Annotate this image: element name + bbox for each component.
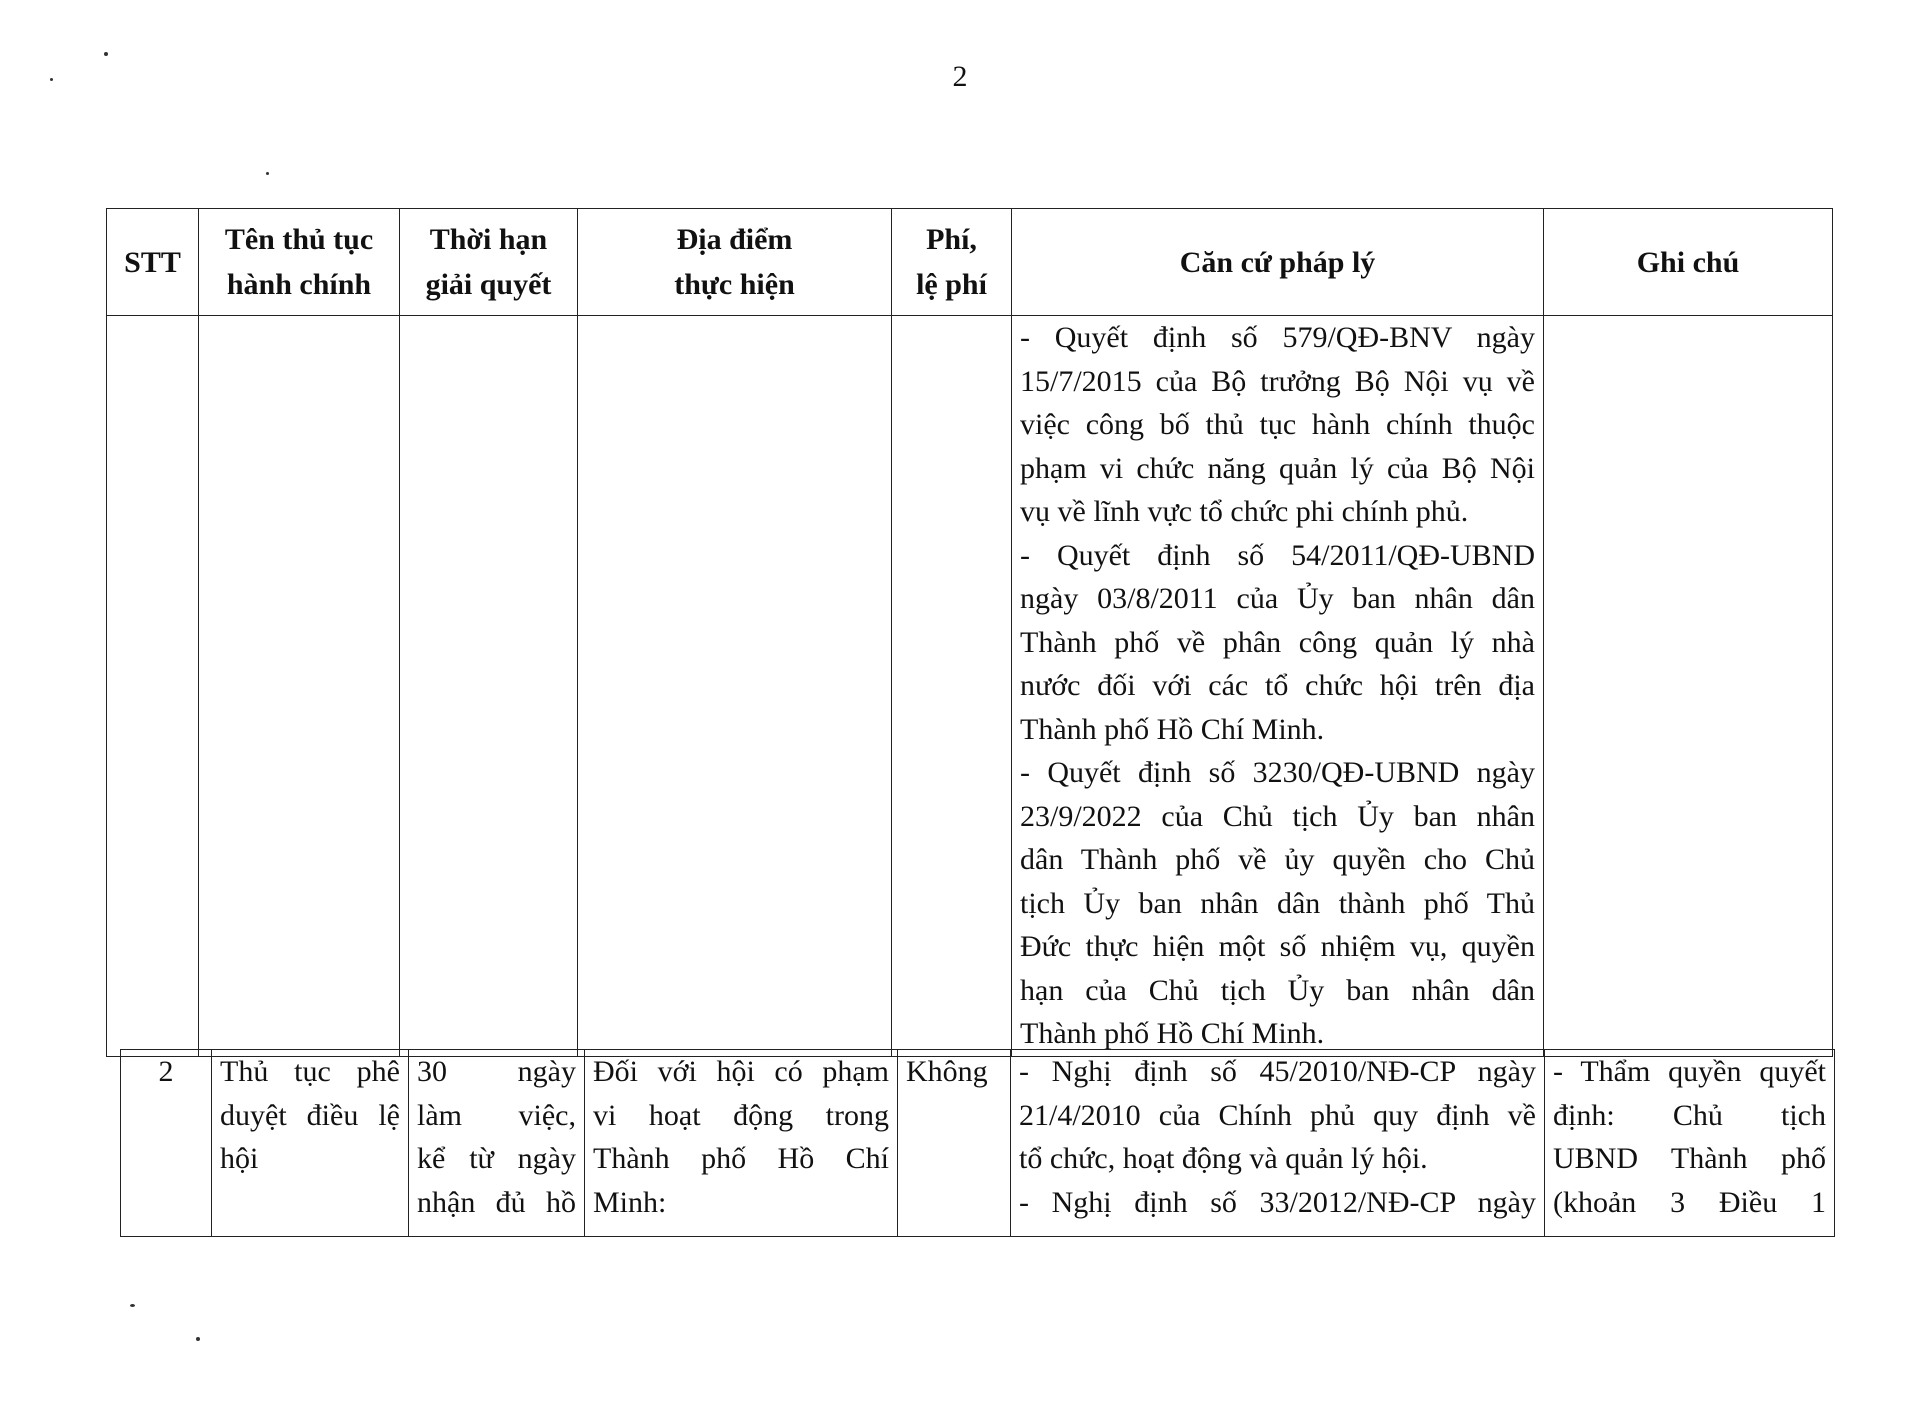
legal-basis-line: - Quyết định số 3230/QĐ-UBND ngày [1020, 756, 1535, 789]
notes-line: định: Chủ tịch [1553, 1098, 1826, 1132]
legal-basis-line: dân Thành phố về ủy quyền cho Chủ [1020, 843, 1535, 876]
scan-speck [50, 78, 53, 81]
header-location-line: thực hiện [674, 268, 795, 301]
legal-basis-line: - Nghị định số 45/2010/NĐ-CP ngày [1019, 1055, 1536, 1088]
procedure-name-line: duyệt điều lệ [220, 1098, 400, 1132]
table-row-2 [120, 1049, 1835, 1237]
legal-basis-line: 23/9/2022 của Chủ tịch Ủy ban nhân [1020, 799, 1535, 833]
legal-basis-line: 15/7/2015 của Bộ trưởng Bộ Nội vụ về [1020, 364, 1535, 398]
scan-speck [130, 1304, 135, 1307]
cell-deadline-empty [400, 316, 578, 1057]
table-continued-row [106, 315, 1833, 1057]
cell-procedure-empty [199, 316, 400, 1057]
legal-basis-line: - Quyết định số 54/2011/QĐ-UBND [1020, 538, 1535, 572]
legal-basis-line: - Nghị định số 33/2012/NĐ-CP ngày [1019, 1185, 1536, 1219]
deadline-line: 30 ngày [417, 1055, 576, 1088]
cell-deadline [409, 1050, 585, 1237]
location-line: Thành phố Hồ Chí [593, 1142, 889, 1175]
table-row [107, 316, 1833, 1057]
cell-stt: 2 [121, 1050, 212, 1237]
legal-basis-line: phạm vi chức năng quản lý của Bộ Nội [1020, 451, 1535, 485]
header-deadline-line: Thời hạn [429, 223, 548, 256]
cell-location [585, 1050, 898, 1237]
legal-basis-line: tổ chức, hoạt động và quản lý hội. [1019, 1142, 1428, 1175]
cell-procedure-name [212, 1050, 409, 1237]
location-line: vi hoạt động trong [593, 1098, 889, 1132]
legal-basis-line: - Quyết định số 579/QĐ-BNV ngày [1020, 321, 1535, 354]
header-location [578, 209, 892, 316]
legal-basis-line: 21/4/2010 của Chính phủ quy định về [1019, 1098, 1536, 1132]
cell-legal-basis [1011, 1050, 1545, 1237]
scan-speck [104, 52, 108, 56]
legal-basis-line: Thành phố Hồ Chí Minh. [1020, 712, 1325, 746]
legal-basis-line: Đức thực hiện một số nhiệm vụ, quyền [1020, 930, 1535, 963]
header-notes: Ghi chú [1544, 209, 1833, 316]
deadline-line: nhận đủ hồ [417, 1185, 576, 1219]
header-deadline-line: giải quyết [425, 268, 552, 301]
cell-fee-empty [892, 316, 1012, 1057]
legal-basis-line: hạn của Chủ tịch Ủy ban nhân dân [1020, 973, 1535, 1007]
cell-notes [1545, 1050, 1835, 1237]
header-procedure-name-line: hành chính [226, 268, 372, 301]
header-deadline [400, 209, 578, 316]
table-row [121, 1050, 1835, 1237]
header-location-line: Địa điểm [676, 223, 793, 256]
header-procedure-name [199, 209, 400, 316]
procedure-name-line: Thủ tục phê [220, 1055, 400, 1088]
scan-speck [266, 172, 269, 175]
notes-line: UBND Thành phố [1553, 1142, 1826, 1175]
scan-speck [196, 1337, 200, 1341]
header-procedure-name-line: Tên thủ tục [224, 223, 374, 256]
cell-stt-empty [107, 316, 199, 1057]
cell-notes-empty [1544, 316, 1833, 1057]
header-legal-basis: Căn cứ pháp lý [1012, 209, 1544, 316]
legal-basis-line: Thành phố về phân công quản lý nhà [1020, 625, 1535, 659]
deadline-line: làm việc, [417, 1098, 576, 1132]
legal-basis-line: tịch Ủy ban nhân dân thành phố Thủ [1020, 886, 1535, 920]
notes-line: (khoản 3 Điều 1 [1553, 1185, 1826, 1219]
cell-legal-basis [1012, 316, 1544, 1057]
legal-basis-line: ngày 03/8/2011 của Ủy ban nhân dân [1020, 582, 1535, 615]
deadline-line: kể từ ngày [417, 1142, 576, 1175]
location-line: Đối với hội có phạm [593, 1055, 889, 1088]
location-line: Minh: [593, 1185, 667, 1219]
header-fee-line: Phí, [926, 223, 977, 256]
notes-line: - Thẩm quyền quyết [1553, 1055, 1826, 1088]
cell-fee: Không [898, 1050, 1011, 1237]
page-number: 2 [952, 60, 968, 93]
legal-basis-line: vụ về lĩnh vực tổ chức phi chính phủ. [1020, 495, 1469, 528]
header-fee [892, 209, 1012, 316]
header-fee-line: lệ phí [916, 268, 987, 301]
legal-basis-line: nước đối với các tổ chức hội trên địa [1020, 669, 1535, 702]
legal-basis-line: việc công bố thủ tục hành chính thuộc [1020, 408, 1535, 441]
cell-location-empty [578, 316, 892, 1057]
legal-basis-line: Thành phố Hồ Chí Minh. [1020, 1017, 1325, 1050]
table-header [106, 208, 1833, 316]
table-header-row [107, 209, 1833, 316]
header-stt: STT [107, 209, 199, 316]
procedure-name-line: hội [220, 1142, 259, 1175]
